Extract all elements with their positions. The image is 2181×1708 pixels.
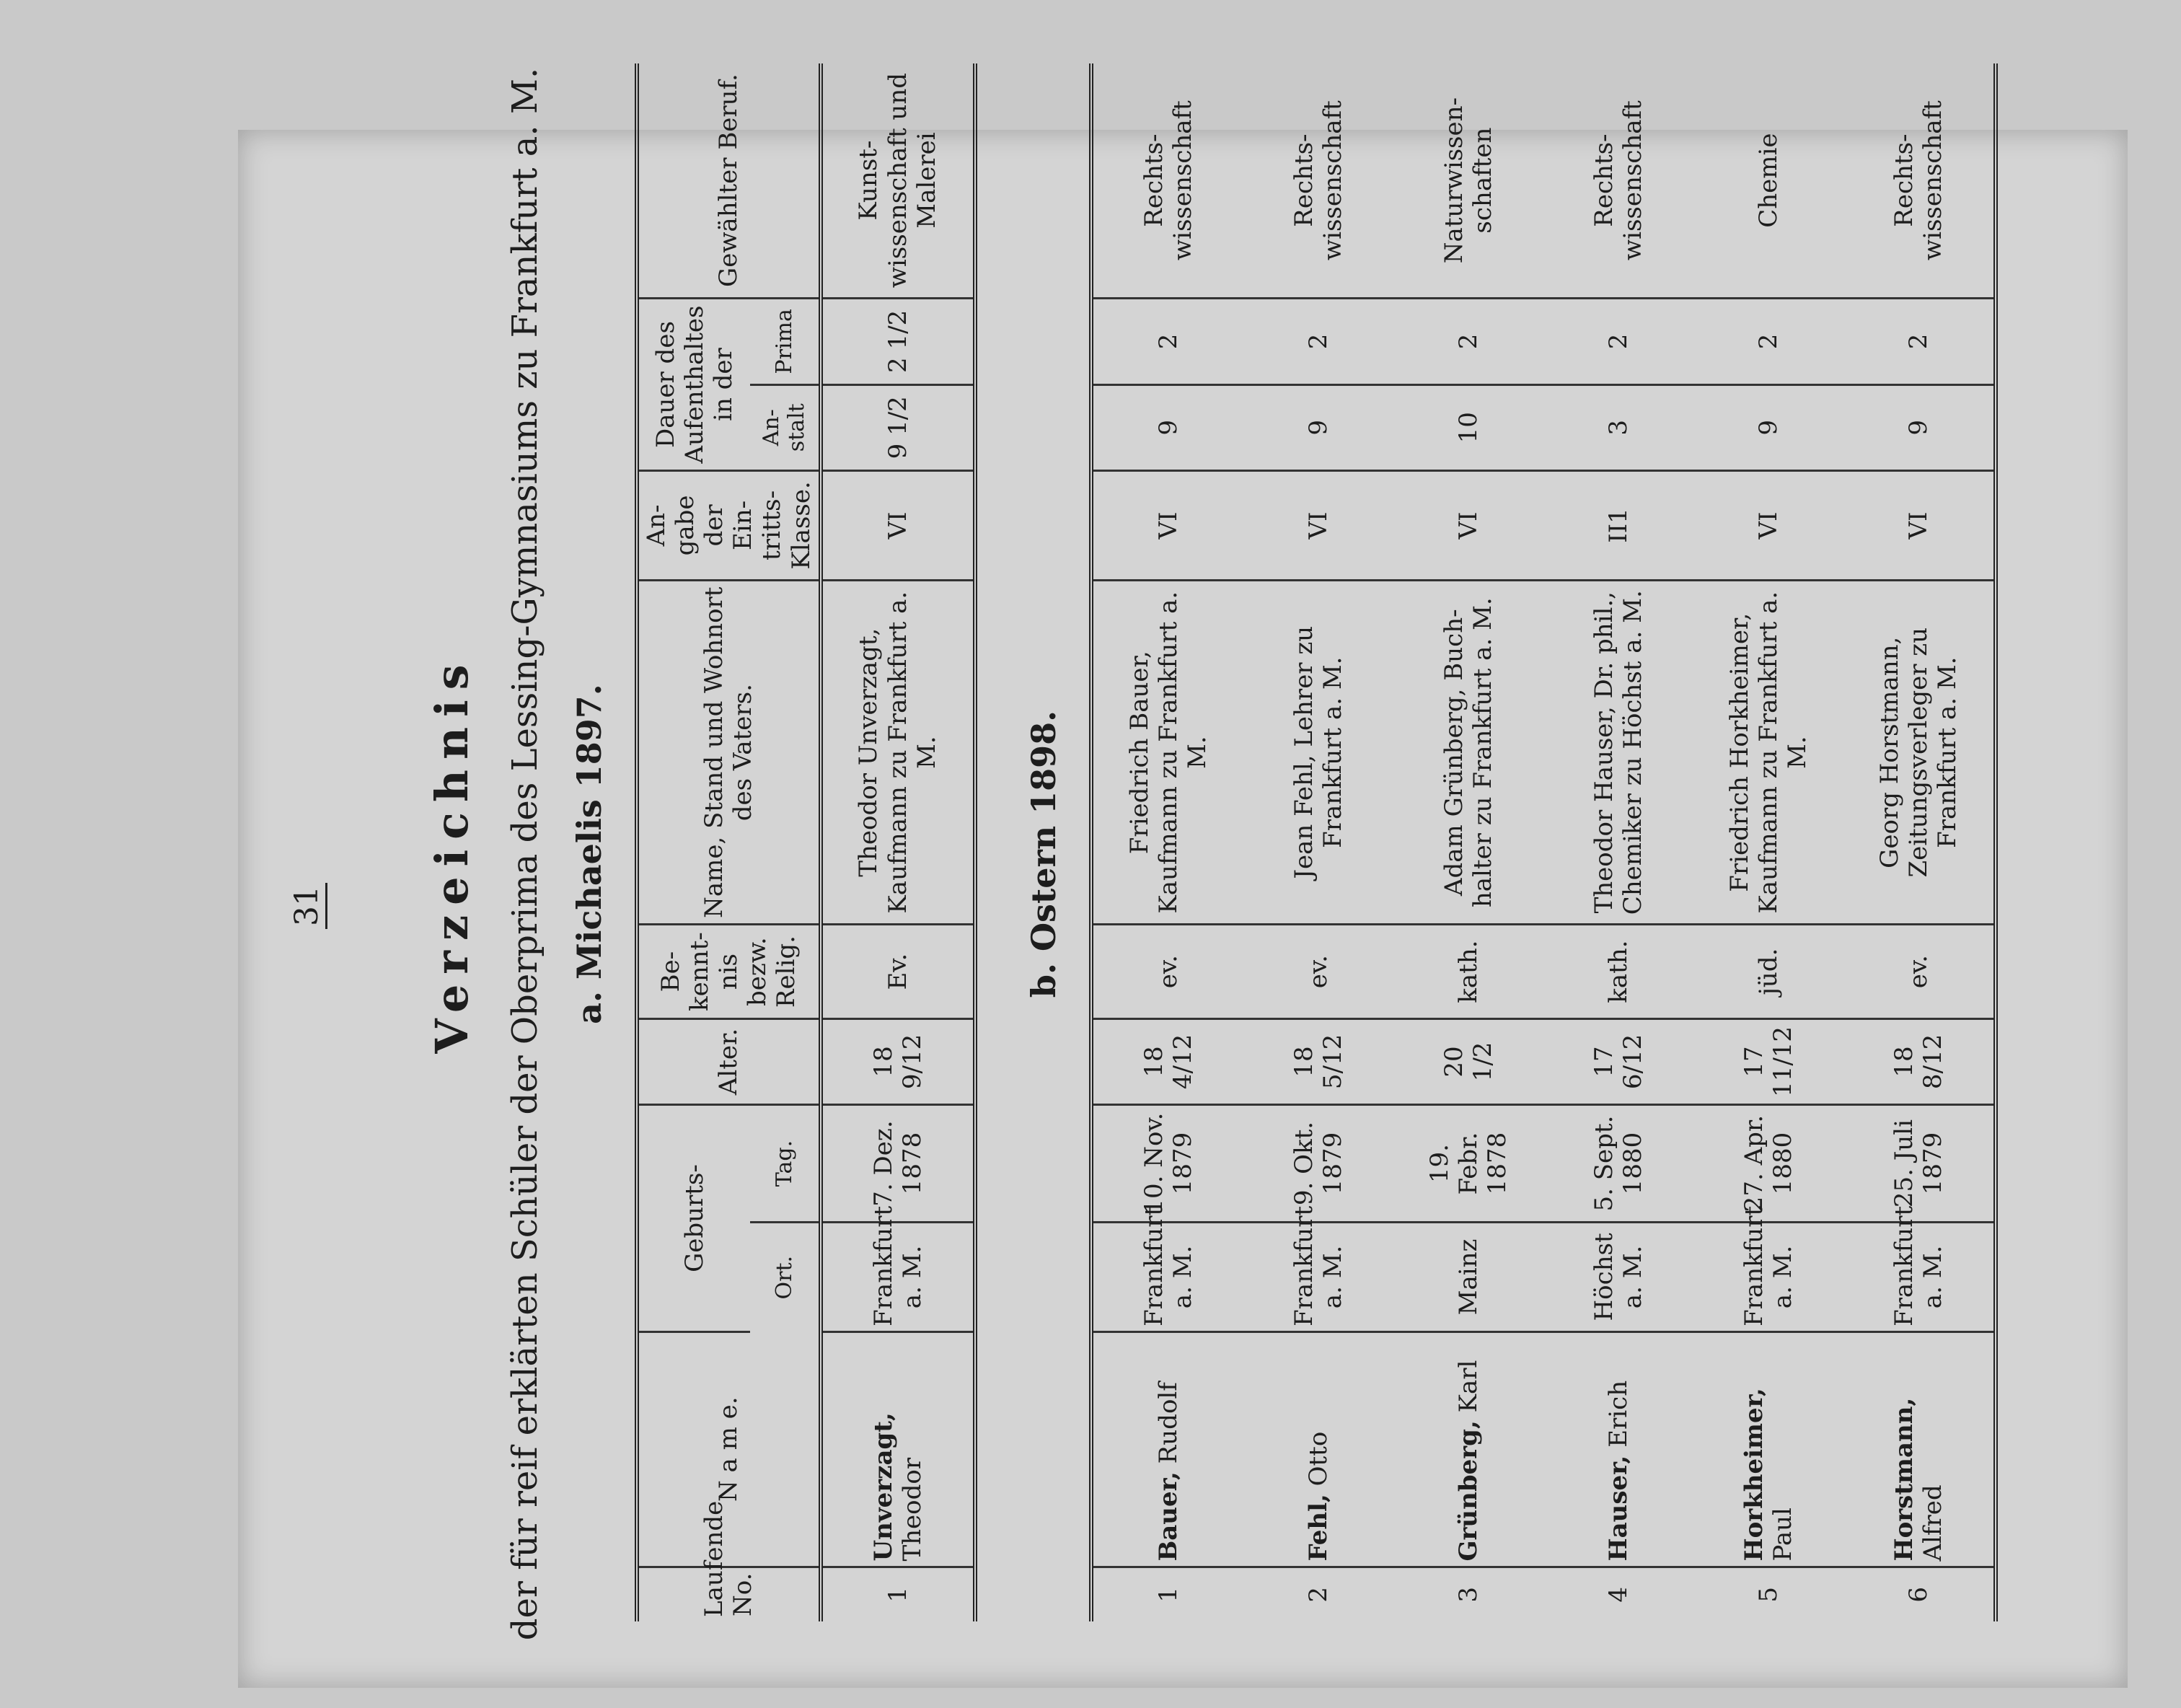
cell-prima: 2 — [1543, 299, 1693, 384]
page-number: 31 — [288, 883, 327, 929]
col-header-ort: Ort. — [771, 1255, 797, 1300]
surname: Grünberg, — [1453, 1420, 1483, 1562]
first-name: Otto — [1303, 1431, 1333, 1487]
cell-ort: Höchst a. M. — [1543, 1222, 1693, 1331]
cell-no: 6 — [1903, 1586, 1933, 1603]
table-row — [1693, 63, 1843, 1621]
surname: Hauser, — [1603, 1455, 1633, 1562]
col-header-vater: Name, Stand und Wohnort des Vaters. — [637, 580, 821, 925]
table-row — [1543, 63, 1693, 1621]
first-name: Rudolf — [1153, 1382, 1183, 1464]
cell-prima: 2 — [1243, 299, 1393, 384]
cell-no: 5 — [1753, 1586, 1783, 1603]
table-row — [1243, 63, 1393, 1621]
first-name: Alfred — [1918, 1484, 1947, 1562]
cell-vater: Friedrich Horkheimer, Kaufmann zu Frankfurt a. M. — [1693, 580, 1843, 925]
surname: Unverzagt, — [868, 1412, 898, 1562]
cell-tag: 7. Dez. 1878 — [821, 1105, 975, 1223]
cell-rel: kath. — [1393, 925, 1543, 1018]
cell-beruf: Chemie — [1693, 63, 1843, 299]
cell-prima: 2 — [1693, 299, 1843, 384]
cell-klasse: VI — [1393, 470, 1543, 580]
cell-tag: 9. Okt. 1879 — [1243, 1105, 1393, 1223]
rotated-sheet — [130, 0, 2181, 1708]
cell-tag: 19. Febr. 1878 — [1393, 1105, 1543, 1223]
col-header-no: Laufende No. — [700, 1500, 758, 1617]
cell-rel: Ev. — [821, 925, 975, 1018]
cell-alter: 20 1/2 — [1393, 1018, 1543, 1104]
cell-alter: 17 6/12 — [1543, 1018, 1693, 1104]
cell-no: 4 — [1603, 1586, 1633, 1603]
cell-ort: Frankfurt a. M. — [1693, 1222, 1843, 1331]
cell-klasse: VI — [1091, 470, 1243, 580]
cell-tag: 10. Nov. 1879 — [1091, 1105, 1243, 1223]
col-header-bekenntnis: Be- kennt- nis bezw. Relig. — [637, 925, 821, 1018]
cell-no: 1 — [1153, 1586, 1183, 1603]
cell-anstalt: 9 1/2 — [821, 384, 975, 470]
cell-tag: 27. Apr. 1880 — [1693, 1105, 1843, 1223]
surname: Horstmann, — [1889, 1397, 1918, 1562]
cell-name — [1091, 1331, 1243, 1567]
cell-ort: Frankfurt a. M. — [821, 1222, 975, 1331]
cell-beruf: Kunst-wissenschaft und Malerei — [821, 63, 975, 299]
cell-klasse: VI — [821, 470, 975, 580]
cell-klasse: VI — [1693, 470, 1843, 580]
cell-name — [1693, 1331, 1843, 1567]
cell-vater: Jean Fehl, Lehrer zu Frankfurt a. M. — [1243, 580, 1393, 925]
page-title: Verzeichnis — [426, 654, 478, 1054]
cell-rel: ev. — [1243, 925, 1393, 1018]
cell-vater: Theodor Unverzagt, Kaufmann zu Frankfurt a. M. — [821, 580, 975, 925]
col-header-anstalt: An- stalt — [750, 384, 821, 470]
cell-no: 3 — [1453, 1586, 1483, 1603]
surname: Fehl, — [1303, 1494, 1333, 1562]
col-header-prima: Prima — [750, 299, 821, 384]
cell-alter: 18 8/12 — [1843, 1018, 1996, 1104]
cell-ort: Mainz — [1393, 1222, 1543, 1331]
first-name: Erich — [1603, 1380, 1633, 1448]
col-header-dauer: Dauer des Aufenthaltes in der — [637, 299, 750, 471]
col-header-name: N a m e. — [637, 1331, 821, 1567]
cell-rel: ev. — [1091, 925, 1243, 1018]
cell-anstalt: 9 — [1243, 384, 1393, 470]
cell-anstalt: 10 — [1393, 384, 1543, 470]
cell-alter: 17 11/12 — [1693, 1018, 1843, 1104]
section-b-heading: b. Ostern 1898. — [1024, 710, 1063, 998]
section-a-heading: a. Michaelis 1897. — [570, 684, 609, 1024]
table-row — [1091, 63, 1243, 1621]
cell-alter: 18 9/12 — [821, 1018, 975, 1104]
table-section-a — [635, 63, 977, 1621]
cell-rel: ev. — [1843, 925, 1996, 1018]
table-row — [821, 63, 975, 1621]
table-section-b — [1089, 63, 1998, 1621]
first-name: Theodor — [897, 1457, 927, 1562]
surname: Horkheimer, — [1739, 1388, 1768, 1562]
cell-anstalt: 3 — [1543, 384, 1693, 470]
cell-beruf: Rechts-wissenschaft — [1843, 63, 1996, 299]
cell-name — [1543, 1331, 1693, 1567]
cell-beruf: Rechts-wissenschaft — [1243, 63, 1393, 299]
cell-rel: kath. — [1543, 925, 1693, 1018]
cell-prima: 2 — [1091, 299, 1243, 384]
cell-ort: Frankfurt a. M. — [1091, 1222, 1243, 1331]
cell-beruf: Rechts-wissenschaft — [1091, 63, 1243, 299]
cell-vater: Georg Horstmann, Zeitungsverleger zu Frankfurt a. M. — [1843, 580, 1996, 925]
col-header-tag: Tag. — [750, 1105, 821, 1223]
col-header-alter: Alter. — [637, 1018, 821, 1104]
cell-prima: 2 — [1843, 299, 1996, 384]
cell-beruf: Naturwissen-schaften — [1393, 63, 1543, 299]
cell-name — [1843, 1331, 1996, 1567]
cell-anstalt: 9 — [1693, 384, 1843, 470]
cell-alter: 18 5/12 — [1243, 1018, 1393, 1104]
cell-ort: Frankfurt a. M. — [1843, 1222, 1996, 1331]
cell-anstalt: 9 — [1091, 384, 1243, 470]
first-name: Paul — [1768, 1507, 1797, 1562]
col-header-beruf: Gewählter Beruf. — [637, 63, 821, 299]
cell-name — [1393, 1331, 1543, 1567]
cell-name — [1243, 1331, 1393, 1567]
cell-vater: Theodor Hauser, Dr. phil., Chemiker zu Höchst a. M. — [1543, 580, 1693, 925]
cell-klasse: VI — [1243, 470, 1393, 580]
cell-klasse: II1 — [1543, 470, 1693, 580]
cell-beruf: Rechts-wissenschaft — [1543, 63, 1693, 299]
cell-tag: 5. Sept. 1880 — [1543, 1105, 1693, 1223]
cell-alter: 18 4/12 — [1091, 1018, 1243, 1104]
surname: Bauer, — [1153, 1471, 1183, 1562]
cell-prima: 2 1/2 — [821, 299, 975, 384]
col-header-klasse: An- gabe der Ein- tritts- Klasse. — [637, 470, 821, 580]
cell-tag: 25. Juli 1879 — [1843, 1105, 1996, 1223]
cell-vater: Friedrich Bauer, Kaufmann zu Frankfurt a. M. — [1091, 580, 1243, 925]
cell-prima: 2 — [1393, 299, 1543, 384]
cell-ort: Frankfurt a. M. — [1243, 1222, 1393, 1331]
col-header-geburt: Geburts- — [637, 1105, 750, 1332]
cell-rel: jüd. — [1693, 925, 1843, 1018]
cell-anstalt: 9 — [1843, 384, 1996, 470]
first-name: Karl — [1453, 1360, 1483, 1413]
cell-vater: Adam Grünberg, Buch-halter zu Frankfurt a. M. — [1393, 580, 1543, 925]
cell-no: 2 — [1303, 1586, 1333, 1603]
page-subtitle: der für reif erklärten Schüler der Oberprima des Lessing-Gymnasiums zu Frankfurt a. M. — [505, 67, 545, 1641]
cell-klasse: VI — [1843, 470, 1996, 580]
cell-no: 1 — [883, 1586, 912, 1603]
table-row — [1843, 63, 1996, 1621]
table-row — [1393, 63, 1543, 1621]
cell-name — [821, 1331, 975, 1567]
